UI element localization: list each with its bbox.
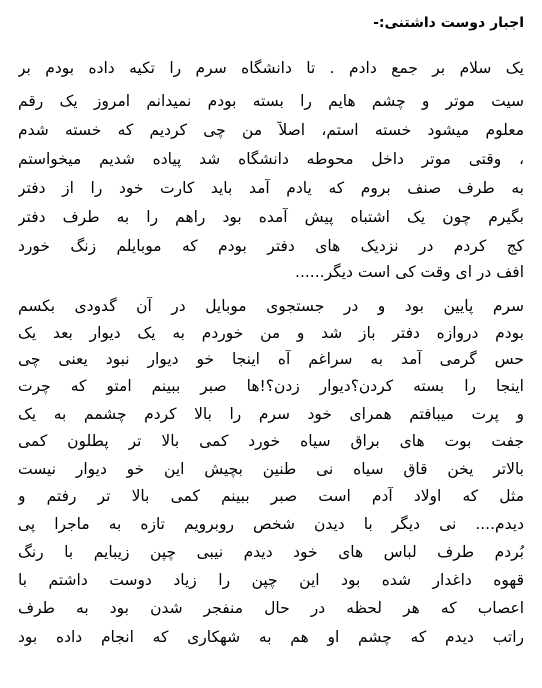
paragraph-line: یک سلام بر جمع دادم . تا دانشگاه سرم را تکیه داده بودم بر	[18, 59, 524, 77]
paragraph-line: اعصاب که هر لحظه در حال منفجر شدن بود به طرف	[18, 599, 524, 617]
paragraph-line: سیت موتر و چشم هایم را بسته بودم نمیدانم امروز یک رقم	[18, 92, 524, 110]
document-title: اجبار دوست داشتنی:-	[373, 15, 524, 31]
paragraph-line: به طرف صنف بروم که یادم آمد باید کارت خود را از دفتر	[18, 179, 524, 197]
paragraph-line: معلوم میشود خسته استم، اصلاً من چی کردیم که خسته شدم	[18, 121, 524, 139]
paragraph-line: مثل که اولاد آدم است صبر ببینم کمی بالا تر رفتم و	[18, 487, 524, 505]
paragraph-line: بودم دروازه دفتر باز شد و من خوردم به یک دیوار بعد یک	[18, 324, 524, 342]
paragraph-line: حس گرمی آمد به سراغم آه اینجا خو دیوار نبود یعنی چی	[18, 350, 524, 368]
paragraph-line: دیدم.... نی دیگر با دیدن شخص روبرویم تازه به ماجرا پی	[18, 515, 524, 533]
paragraph-line: بُردم طرف لباس های خود دیدم نیبی چپن زیبایم با رنگ	[18, 543, 524, 561]
paragraph-line: راتب دیدم که چشم او هم به شهکاری که انجام داده بود	[18, 628, 524, 646]
paragraph-line: جفت بوت های براق سیاه خورد کمی بالا تر پطلون کمی	[18, 432, 524, 450]
paragraph-line: ، وقتی موتر داخل محوطه دانشگاه شد پیاده شدیم میخواستم	[18, 150, 524, 168]
paragraph-line: بگیرم چون یک اشتباه پیش آمده بود راهم را به طرف دفتر	[18, 208, 524, 226]
paragraph-line: قهوه داغدار شده بود این چپن را زیاد دوست داشتم با	[18, 571, 524, 589]
paragraph-line: و پرت میبافتم همرای خود سرم را بالا کردم چشمم به یک	[18, 405, 524, 423]
paragraph-line: سرم پایین بود و در جستجوی موبایل در آن گدودی بکسم	[18, 297, 524, 315]
paragraph-line: اینجا را بسته کردن؟دیوار زدن؟!ها صبر ببینم امتو که چرت	[18, 377, 524, 395]
paragraph-line: کج کردم در نزدیک های دفتر بودم که موبایلم زنگ خورد	[18, 237, 524, 255]
paragraph-line: افف در ای وقت کی است دیگر......	[295, 263, 524, 281]
paragraph-line: بالاتر یخن قاق سیاه نی طنین بچیش این خو دیوار نیست	[18, 460, 524, 478]
